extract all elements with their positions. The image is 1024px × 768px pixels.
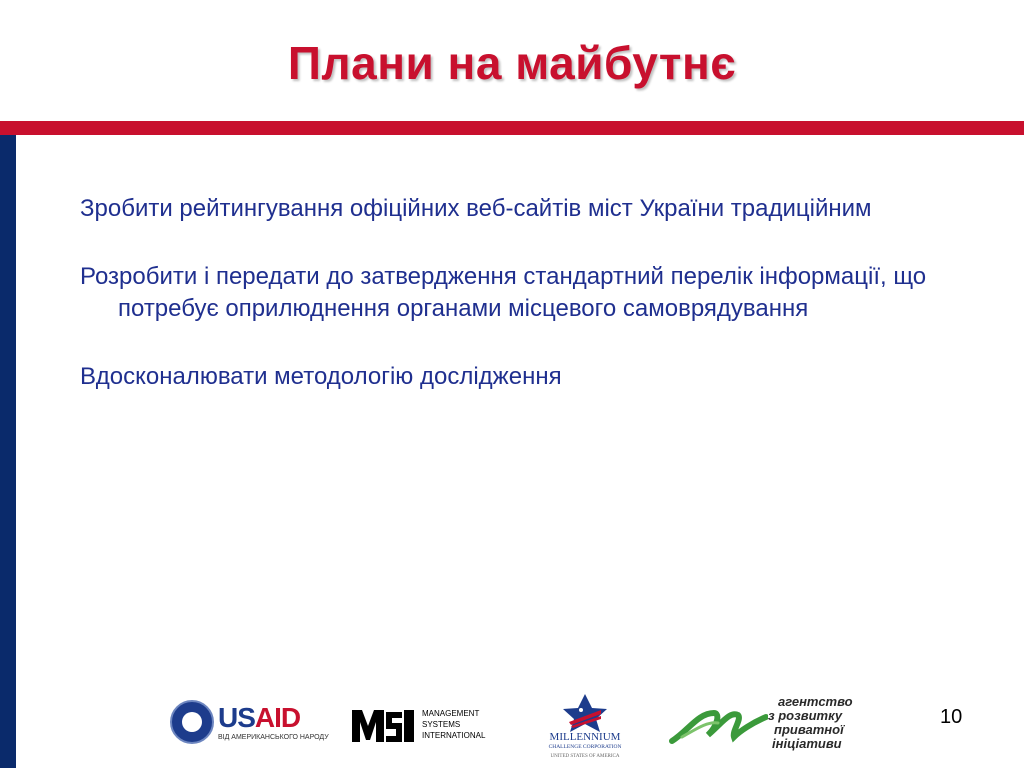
- bullet-list: [80, 193, 960, 429]
- title-divider-bar: [0, 121, 1024, 135]
- page-number: 10: [940, 706, 963, 728]
- msi-mark-icon: [350, 706, 418, 744]
- slide-title: Плани на майбутнє: [287, 37, 737, 89]
- mcc-star-icon: [545, 692, 625, 732]
- usaid-wordmark: USAID: [218, 702, 301, 733]
- msi-wordmark: MANAGEMENT SYSTEMS INTERNATIONAL: [422, 709, 486, 740]
- usaid-subtitle: ВІД АМЕРИКАНСЬКОГО НАРОДУ: [218, 734, 329, 741]
- usaid-seal-icon: [170, 700, 214, 744]
- ppi-wordmark: агентство з розвитку приватної ініціативи: [768, 694, 853, 751]
- msi-logo: [350, 706, 495, 746]
- bullet-item: Розробити і передати до затвердження стандартний перелік інформації, що потребує оприлюднення органами місцевого самоврядування: [80, 263, 927, 322]
- ppi-logo: [668, 693, 858, 755]
- bullet-item: Вдосконалювати методологію дослідження: [80, 363, 562, 390]
- mcc-logo: [545, 692, 625, 762]
- left-accent-bar: [0, 135, 16, 768]
- bullet-item: Зробити рейтингування офіційних веб-сайтів міст України традиційним: [80, 195, 872, 222]
- mcc-wordmark: MILLENNIUM CHALLENGE CORPORATION UNITED STATES OF AMERICA: [548, 731, 622, 759]
- ppi-swoosh-icon: [668, 701, 768, 751]
- usaid-logo: [170, 700, 329, 748]
